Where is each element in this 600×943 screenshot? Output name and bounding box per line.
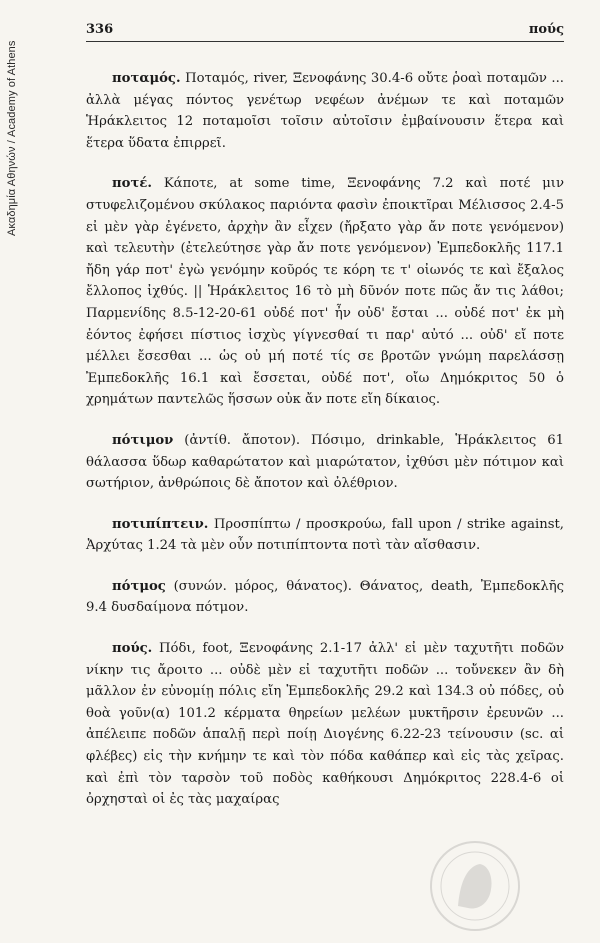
entry-text: Πόδι, foot, Ξενοφάνης 2.1-17 ἀλλ' εἰ μὲν ταχυτῆτι ποδῶν νίκην τις ἄροιτο ... οὐδὲ μὲν εἰ ταχυτῆτι ποδῶν ... τοὔνεκεν ἂν δὴ μᾶλλον ἐν εὐνομίῃ πόλις εἴη Ἐμπεδοκλῆς 29.2 καὶ 134.3 οὐ πόδες, οὐ θοὰ γοῦν(α) 101.2 κέρματα θηρείων μελέων μυκτῆρσιν ἐρευνῶν ... ἀπέλειπε ποδῶν ἁπαλῇ περὶ ποίῃ Διογένης 6.22-23 τείνουσιν (sc. αἱ φλέβες) εἰς τὴν κνήμην τε καὶ τὸν πόδα καθάπερ καὶ εἰς τὰς χεῖρας. καὶ ἐπὶ τὸν ταρσὸν τοῦ ποδὸς καθήκουσι Δημόκριτος 228.4-6 οἱ ὀρχησταὶ οἱ ἐς τὰς μαχαίρας [86, 641, 564, 808]
running-title: πούς [528, 22, 564, 37]
archive-credit-vertical: Ακαδημία Αθηνών / Academy of Athens [6, 40, 18, 236]
entry-pous [86, 638, 564, 811]
entry-lemma: ποταμός. [112, 71, 181, 86]
entry-potimon [86, 430, 564, 495]
entry-potipiptein [86, 514, 564, 557]
page-number: 336 [86, 22, 114, 37]
dictionary-page [86, 22, 564, 830]
entry-text: Ποταμός, river, Ξενοφάνης 30.4-6 οὔτε ῥοαὶ ποταμῶν ... ἀλλὰ μέγας πόντος γενέτωρ νεφέων ἀνέμων τε καὶ ποταμῶν Ἡράκλειτος 12 ποταμοῖσι τοῖσιν αὐτοῖσιν ἐμβαίνουσιν ἕτερα καὶ ἕτερα ὕδατα ἐπιρρεῖ. [86, 71, 564, 151]
entry-text: (ἀντίθ. ἄποτον). Πόσιμο, drinkable, Ἡράκλειτος 61 θάλασσα ὕδωρ καθαρώτατον καὶ μιαρώτατον, ἰχθύσι μὲν πότιμον καὶ σωτήριον, ἀνθρώποις δὲ ἄποτον καὶ ὀλέθριον. [86, 432, 564, 492]
entry-text: (συνών. μόρος, θάνατος). Θάνατος, death, Ἐμπεδοκλῆς 9.4 δυσδαίμονα πότμον. [86, 578, 564, 616]
entry-lemma: ποτέ. [112, 176, 152, 192]
entry-pote [86, 173, 564, 411]
academy-watermark-seal [410, 836, 540, 936]
entry-text: Κάποτε, at some time, Ξενοφάνης 7.2 καὶ ποτέ μιν στυφελιζομένου σκύλακος παριόντα φασὶν ἐποικτῖραι Μέλισσος 2.4-5 εἰ μὲν γὰρ ἐγένετο, ἀρχὴν ἂν εἶχεν (ἤρξατο γὰρ ἄν ποτε γενόμενον) καὶ τελευτὴν (ἐτελεύτησε γὰρ ἄν ποτε γενόμενον) Ἐμπεδοκλῆς 117.1 ἤδη γάρ ποτ' ἐγὼ γενόμην κοῦρός τε κόρη τε τ' οἰωνός τε καὶ ἔξαλος ἔλλοπος ἰχθύς. || Ἡράκλειτος 16 τὸ μὴ δῦνόν ποτε πῶς ἄν τις λάθοι; Παρμενίδης 8.5-12-20-61 οὐδέ ποτ' ἦν οὐδ' ἔσται ... οὐδέ ποτ' ἐκ μὴ ἐόντος ἐφήσει πίστιος ἰσχὺς γίγνεσθαί τι παρ' αὐτό ... οὐδ' εἴ ποτε μέλλει ἔσεσθαι ... ὡς οὐ μή ποτέ τίς σε βροτῶν γνώμη παρελάσσῃ Ἐμπεδοκλῆς 16.1 καὶ ἔσσεται, οὐδέ ποτ', οἴω Δημόκριτος 50 ὁ χρημάτων παντελῶς ἥσσων οὐκ ἄν ποτε εἴη δίκαιος. [86, 176, 564, 408]
entry-potamos [86, 68, 564, 154]
entry-potmos [86, 576, 564, 619]
entry-text: Προσπίπτω / προσκρούω, fall upon / strike against, Ἀρχύτας 1.24 τὰ μὲν οὖν ποτιπίπτοντα ποτὶ τὰν αἴσθασιν. [86, 516, 564, 554]
running-head [86, 22, 564, 42]
entry-lemma: πότμος [112, 578, 166, 594]
entry-lemma: ποτιπίπτειν. [112, 516, 209, 532]
entry-lemma: πότιμον [112, 432, 174, 448]
entry-lemma: πούς. [112, 641, 153, 657]
